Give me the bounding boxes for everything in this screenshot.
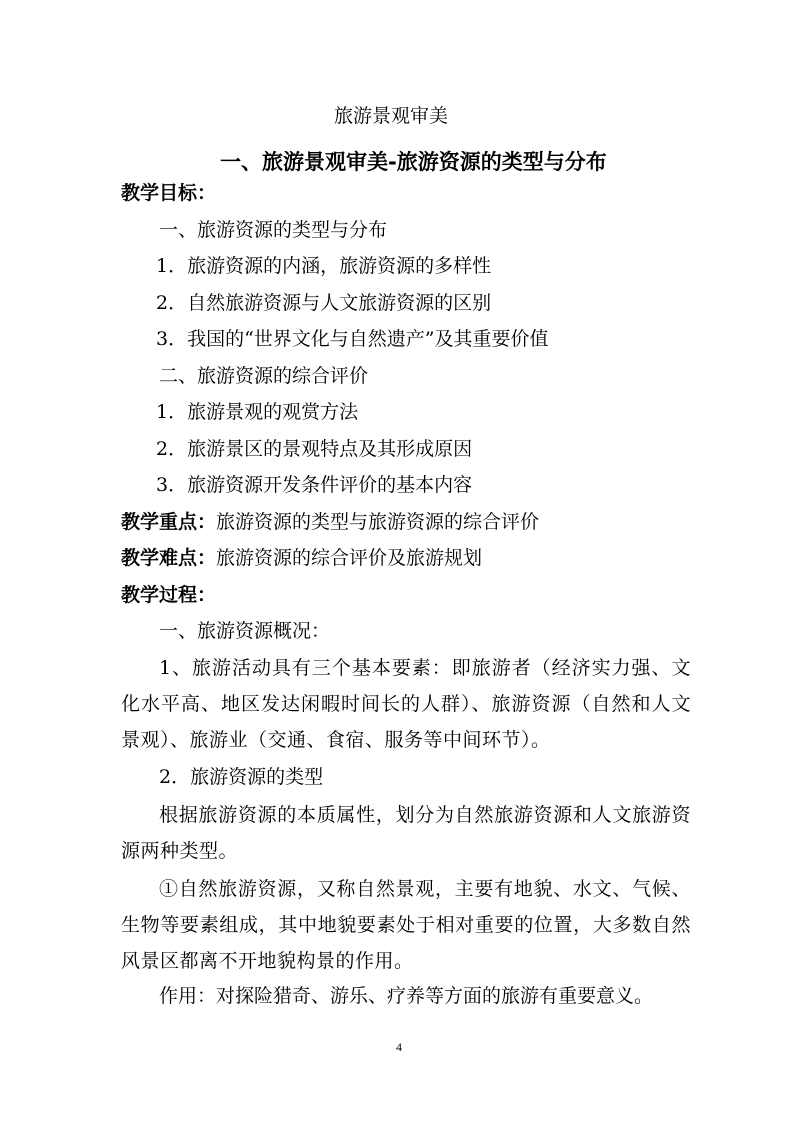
goals-part2-item: 3．旅游资源开发条件评价的基本内容 — [156, 474, 473, 496]
goals-part1-item: 2．自然旅游资源与人文旅游资源的区别 — [156, 292, 492, 314]
teaching-focus-label: 教学重点： — [121, 511, 217, 533]
paragraph-tourism-elements: 1、旅游活动具有三个基本要素：即旅游者（经济实力强、文化水平高、地区发达闲暇时间长的人群）、旅游资源（自然和人文景观）、旅游业（交通、食宿、服务等中间环节）。 — [121, 657, 691, 751]
paragraph-function: 作用：对探险猎奇、游乐、疗养等方面的旅游有重要意义。 — [159, 985, 654, 1007]
goals-part1-item: 3．我国的“世界文化与自然遗产”及其重要价值 — [156, 328, 549, 350]
teaching-difficulty — [121, 545, 482, 571]
types-title: 2．旅游资源的类型 — [159, 766, 324, 788]
goals-part1-title: 一、旅游资源的类型与分布 — [159, 219, 388, 241]
goals-part1-item: 1．旅游资源的内涵，旅游资源的多样性 — [156, 255, 492, 277]
goals-heading: 教学目标： — [121, 182, 217, 204]
goals-part2-item: 1．旅游景观的观赏方法 — [156, 401, 359, 423]
goals-part2-item: 2．旅游景区的景观特点及其形成原因 — [156, 438, 473, 460]
paragraph-classification: 根据旅游资源的本质属性，划分为自然旅游资源和人文旅游资源两种类型。 — [121, 804, 691, 862]
page-number: 4 — [396, 1040, 402, 1054]
goals-part2-title: 二、旅游资源的综合评价 — [159, 365, 369, 387]
overview-title: 一、旅游资源概况： — [159, 620, 331, 642]
document-title: 旅游景观审美 — [334, 105, 449, 127]
teaching-focus — [121, 509, 539, 535]
section-title: 一、旅游景观审美-旅游资源的类型与分布 — [220, 150, 607, 174]
teaching-focus-text: 旅游资源的类型与旅游资源的综合评价 — [216, 511, 540, 533]
teaching-difficulty-label: 教学难点： — [121, 547, 217, 569]
paragraph-natural-resources: ①自然旅游资源，又称自然景观，主要有地貌、水文、气候、生物等要素组成，其中地貌要素处于相对重要的位置，大多数自然风景区都离不开地貌构景的作用。 — [121, 878, 691, 972]
teaching-difficulty-text: 旅游资源的综合评价及旅游规划 — [216, 547, 483, 569]
process-heading: 教学过程： — [121, 584, 217, 606]
